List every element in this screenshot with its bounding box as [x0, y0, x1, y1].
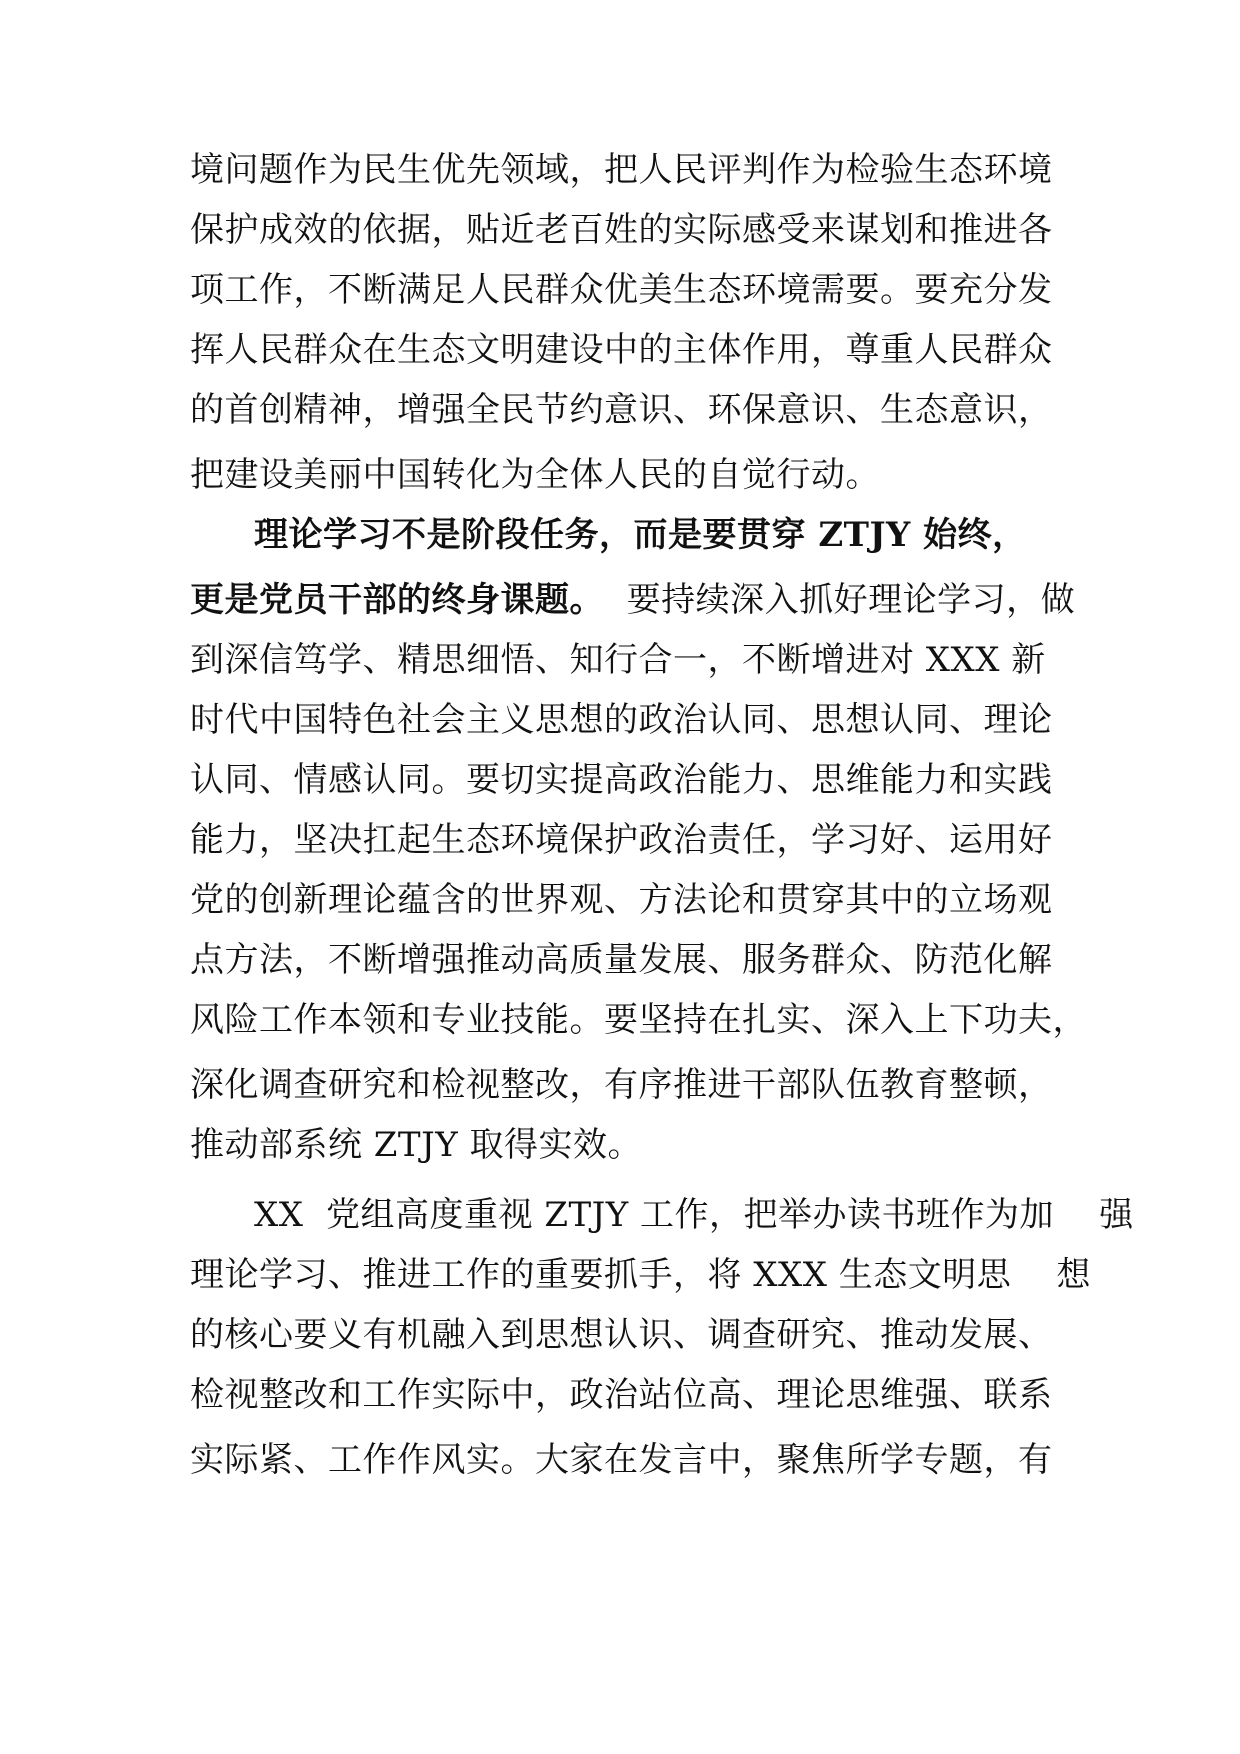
text-line: 项工作，不断满足人民群众优美生态环境需要。要充分发 [190, 270, 1053, 310]
bold-heading-line: 理论学习不是阶段任务，而是要贯穿 ZTJY 始终， [254, 515, 1027, 555]
text-line: 时代中国特色社会主义思想的政治认同、思想认同、理论 [190, 700, 1053, 740]
text-line: 挥人民群众在生态文明建设中的主体作用，尊重人民群众 [190, 330, 1053, 370]
text-line: 到深信笃学、精思细悟、知行合一，不断增进对 XXX 新 [190, 640, 1046, 680]
text-line: 检视整改和工作实际中，政治站位高、理论思维强、联系 [190, 1375, 1053, 1415]
text-line: 认同、情感认同。要切实提高政治能力、思维能力和实践 [190, 760, 1053, 800]
bold-heading-text: 更是党员干部的终身课题。 [190, 580, 604, 620]
text-line: 的核心要义有机融入到思想认识、调查研究、推动发展、 [190, 1315, 1053, 1355]
text-line: XX 党组高度重视 ZTJY 工作，把举办读书班作为加 强 [254, 1195, 1134, 1235]
text-line: 把建设美丽中国转化为全体人民的自觉行动。 [190, 455, 880, 495]
text-line: 保护成效的依据，贴近老百姓的实际感受来谋划和推进各 [190, 210, 1053, 250]
text-line: 能力，坚决扛起生态环境保护政治责任，学习好、运用好 [190, 820, 1053, 860]
text-line: 实际紧、工作作风实。大家在发言中，聚焦所学专题，有 [190, 1440, 1053, 1480]
text-line: 风险工作本领和专业技能。要坚持在扎实、深入上下功夫， [190, 1000, 1087, 1040]
text-line: 的首创精神，增强全民节约意识、环保意识、生态意识， [190, 390, 1053, 430]
text-line: 党的创新理论蕴含的世界观、方法论和贯穿其中的立场观 [190, 880, 1053, 920]
text-line: 点方法，不断增强推动高质量发展、服务群众、防范化解 [190, 940, 1053, 980]
text-line: 深化调查研究和检视整改，有序推进干部队伍教育整顿， [190, 1065, 1053, 1105]
text-line: 理论学习、推进工作的重要抓手，将 XXX 生态文明思 想 [190, 1255, 1091, 1295]
body-text: 要持续深入抓好理论学习，做 [604, 580, 1076, 620]
text-line: 推动部系统 ZTJY 取得实效。 [190, 1125, 642, 1165]
text-line: 境问题作为民生优先领域，把人民评判作为检验生态环境 [190, 150, 1053, 190]
text-line [190, 580, 1075, 620]
